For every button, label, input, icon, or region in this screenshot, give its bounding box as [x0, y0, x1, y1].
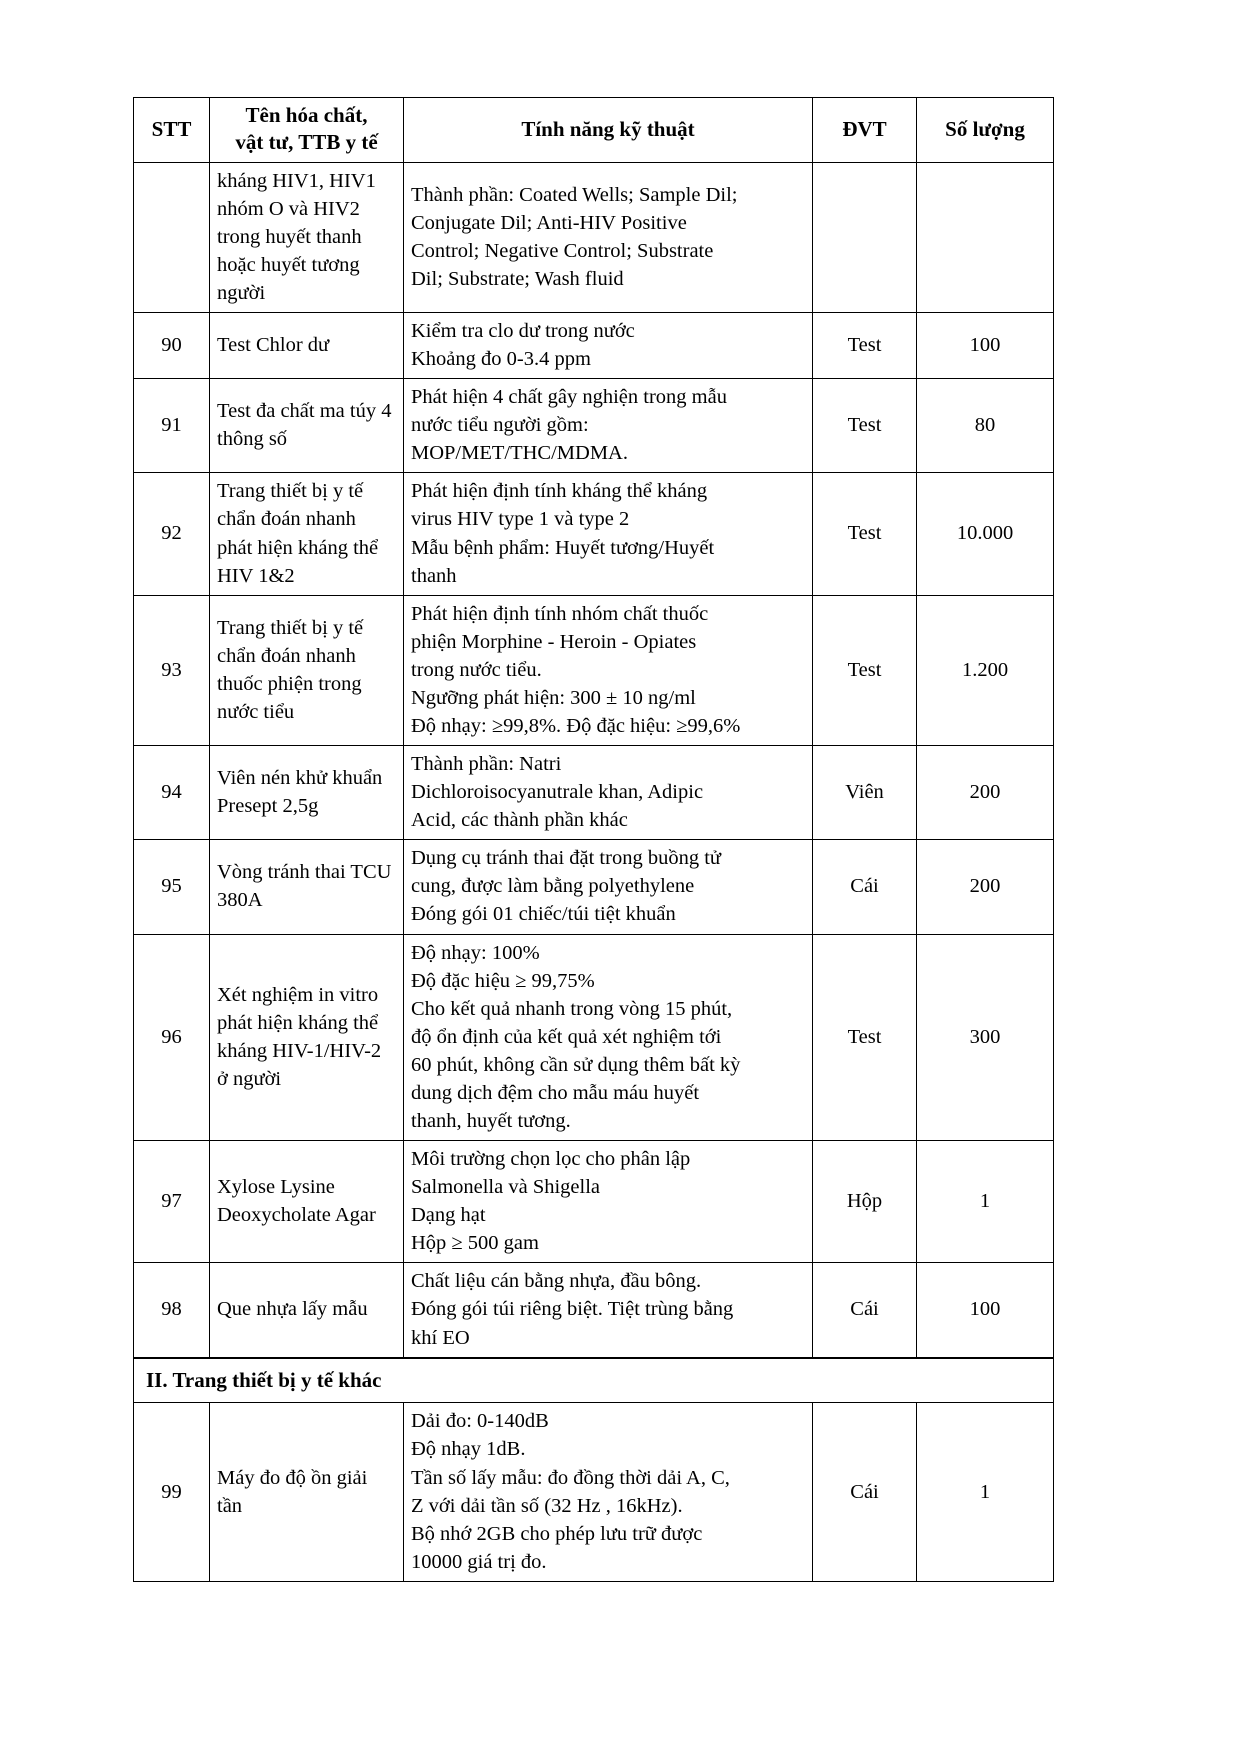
cell-quantity: 200 [917, 840, 1054, 934]
spec-line: Đóng gói 01 chiếc/túi tiệt khuẩn [411, 903, 676, 926]
cell-stt: 93 [134, 595, 210, 745]
cell-unit: Test [813, 934, 917, 1141]
header-name-line2: vật tư, TTB y tế [235, 130, 378, 155]
spec-line: Dichloroisocyanutrale khan, Adipic [411, 781, 704, 804]
cell-unit: Test [813, 379, 917, 473]
cell-item-name: Xét nghiệm in vitro phát hiện kháng thể kháng HIV-1/HIV-2 ở người [210, 934, 404, 1141]
section-heading-label: II. Trang thiết bị y tế khác [134, 1358, 1054, 1403]
cell-quantity: 200 [917, 746, 1054, 840]
cell-technical-spec [404, 1403, 813, 1581]
spec-line: Môi trường chọn lọc cho phân lập [411, 1148, 691, 1171]
spec-line: Conjugate Dil; Anti-HIV Positive [411, 211, 687, 234]
table-row [134, 934, 1054, 1141]
cell-quantity: 100 [917, 1263, 1054, 1358]
cell-unit: Hộp [813, 1141, 917, 1263]
cell-item-name: Viên nén khử khuẩn Presept 2,5g [210, 746, 404, 840]
spec-line: Chất liệu cán bằng nhựa, đầu bông. [411, 1270, 702, 1293]
cell-technical-spec [404, 162, 813, 312]
table-header [134, 98, 1054, 163]
cell-quantity: 100 [917, 312, 1054, 378]
spec-line: MOP/MET/THC/MDMA. [411, 442, 628, 465]
spec-line: Thành phần: Natri [411, 753, 562, 776]
cell-quantity: 1.200 [917, 595, 1054, 745]
spec-line: Bộ nhớ 2GB cho phép lưu trữ được [411, 1522, 703, 1545]
cell-item-name: Máy đo độ ồn giải tần [210, 1403, 404, 1581]
cell-technical-spec [404, 1263, 813, 1358]
cell-stt: 99 [134, 1403, 210, 1581]
table-row [134, 379, 1054, 473]
spec-line: Z với dải tần số (32 Hz , 16kHz). [411, 1494, 683, 1517]
cell-item-name: Test đa chất ma túy 4 thông số [210, 379, 404, 473]
cell-item-name: Que nhựa lấy mẫu [210, 1263, 404, 1358]
spec-line: Độ nhạy: ≥99,8%. Độ đặc hiệu: ≥99,6% [411, 715, 741, 737]
table-row [134, 312, 1054, 378]
cell-quantity: 80 [917, 379, 1054, 473]
cell-quantity [917, 162, 1054, 312]
cell-unit: Cái [813, 1263, 917, 1358]
table-row [134, 473, 1054, 595]
spec-line: Phát hiện 4 chất gây nghiện trong mẫu [411, 386, 727, 409]
cell-technical-spec [404, 934, 813, 1141]
header-qty: Số lượng [917, 98, 1054, 163]
spec-line: Đóng gói túi riêng biệt. Tiệt trùng bằng [411, 1298, 734, 1321]
spec-line: virus HIV type 1 và type 2 [411, 508, 630, 531]
cell-item-name: Vòng tránh thai TCU 380A [210, 840, 404, 934]
spec-line: 60 phút, không cần sử dụng thêm bất kỳ [411, 1053, 741, 1076]
spec-line: thanh, huyết tương. [411, 1110, 571, 1133]
cell-item-name: Trang thiết bị y tế chẩn đoán nhanh thuốc phiện trong nước tiểu [210, 595, 404, 745]
cell-item-name: kháng HIV1, HIV1 nhóm O và HIV2 trong huyết thanh hoặc huyết tương người [210, 162, 404, 312]
spec-line: độ ổn định của kết quả xét nghiệm tới [411, 1025, 722, 1048]
spec-line: Hộp ≥ 500 gam [411, 1232, 539, 1255]
spec-line: Cho kết quả nhanh trong vòng 15 phút, [411, 997, 733, 1020]
spec-line: 10000 giá trị đo. [411, 1550, 547, 1573]
cell-technical-spec [404, 1141, 813, 1263]
spec-line: Phát hiện định tính nhóm chất thuốc [411, 602, 709, 625]
cell-item-name: Test Chlor dư [210, 312, 404, 378]
table-row [134, 746, 1054, 840]
table-body [134, 162, 1054, 1581]
cell-quantity: 1 [917, 1403, 1054, 1581]
header-name [210, 98, 404, 163]
cell-item-name: Trang thiết bị y tế chẩn đoán nhanh phát hiện kháng thể HIV 1&2 [210, 473, 404, 595]
spec-line: Thành phần: Coated Wells; Sample Dil; [411, 183, 738, 206]
spec-line: khí EO [411, 1326, 470, 1349]
cell-unit: Test [813, 595, 917, 745]
spec-line: Control; Negative Control; Substrate [411, 239, 714, 262]
cell-item-name: Xylose Lysine Deoxycholate Agar [210, 1141, 404, 1263]
spec-line: Độ nhạy: 100% [411, 941, 540, 964]
header-unit: ĐVT [813, 98, 917, 163]
spec-line: thanh [411, 564, 457, 587]
cell-quantity: 10.000 [917, 473, 1054, 595]
spec-line: Dụng cụ tránh thai đặt trong buồng tử [411, 847, 722, 870]
cell-unit: Test [813, 312, 917, 378]
cell-quantity: 300 [917, 934, 1054, 1141]
spec-line: Độ nhạy 1dB. [411, 1438, 526, 1461]
table-row [134, 1141, 1054, 1263]
spec-line: cung, được làm bằng polyethylene [411, 875, 695, 898]
cell-technical-spec [404, 840, 813, 934]
cell-stt: 92 [134, 473, 210, 595]
spec-line: Phát hiện định tính kháng thể kháng [411, 480, 708, 503]
spec-line: Mẫu bệnh phẩm: Huyết tương/Huyết [411, 536, 715, 559]
spec-line: Acid, các thành phần khác [411, 809, 628, 832]
spec-line: Dạng hạt [411, 1204, 486, 1227]
spec-line: nước tiểu người gồm: [411, 414, 589, 437]
cell-stt: 90 [134, 312, 210, 378]
cell-technical-spec [404, 595, 813, 745]
cell-unit [813, 162, 917, 312]
cell-stt: 94 [134, 746, 210, 840]
spec-line: Khoảng đo 0-3.4 ppm [411, 348, 591, 371]
section-heading-row [134, 1358, 1054, 1403]
cell-stt [134, 162, 210, 312]
header-row [134, 98, 1054, 163]
specification-table [133, 97, 1054, 1582]
cell-stt: 98 [134, 1263, 210, 1358]
spec-line: Salmonella và Shigella [411, 1176, 601, 1199]
cell-stt: 91 [134, 379, 210, 473]
cell-unit: Cái [813, 840, 917, 934]
spec-line: Độ đặc hiệu ≥ 99,75% [411, 969, 595, 992]
cell-technical-spec [404, 746, 813, 840]
table-row [134, 1263, 1054, 1358]
cell-technical-spec [404, 379, 813, 473]
cell-unit: Viên [813, 746, 917, 840]
cell-stt: 97 [134, 1141, 210, 1263]
cell-technical-spec [404, 312, 813, 378]
spec-line: Dải đo: 0-140dB [411, 1410, 549, 1433]
spec-line: dung dịch đệm cho mẫu máu huyết [411, 1081, 700, 1104]
spec-line: Ngưỡng phát hiện: 300 ± 10 ng/ml [411, 686, 696, 709]
spec-line: Kiểm tra clo dư trong nước [411, 319, 635, 342]
cell-technical-spec [404, 473, 813, 595]
table-row [134, 595, 1054, 745]
spec-line: Dil; Substrate; Wash fluid [411, 267, 624, 290]
table-row [134, 840, 1054, 934]
header-stt: STT [134, 98, 210, 163]
cell-unit: Test [813, 473, 917, 595]
header-spec: Tính năng kỹ thuật [404, 98, 813, 163]
spec-line: Tần số lấy mẫu: đo đồng thời dải A, C, [411, 1466, 730, 1489]
spec-line: phiện Morphine - Heroin - Opiates [411, 630, 697, 653]
cell-unit: Cái [813, 1403, 917, 1581]
table-row [134, 162, 1054, 312]
cell-stt: 96 [134, 934, 210, 1141]
cell-stt: 95 [134, 840, 210, 934]
cell-quantity: 1 [917, 1141, 1054, 1263]
spec-line: trong nước tiểu. [411, 658, 542, 681]
header-name-line1: Tên hóa chất, [245, 103, 368, 127]
table-row [134, 1403, 1054, 1581]
